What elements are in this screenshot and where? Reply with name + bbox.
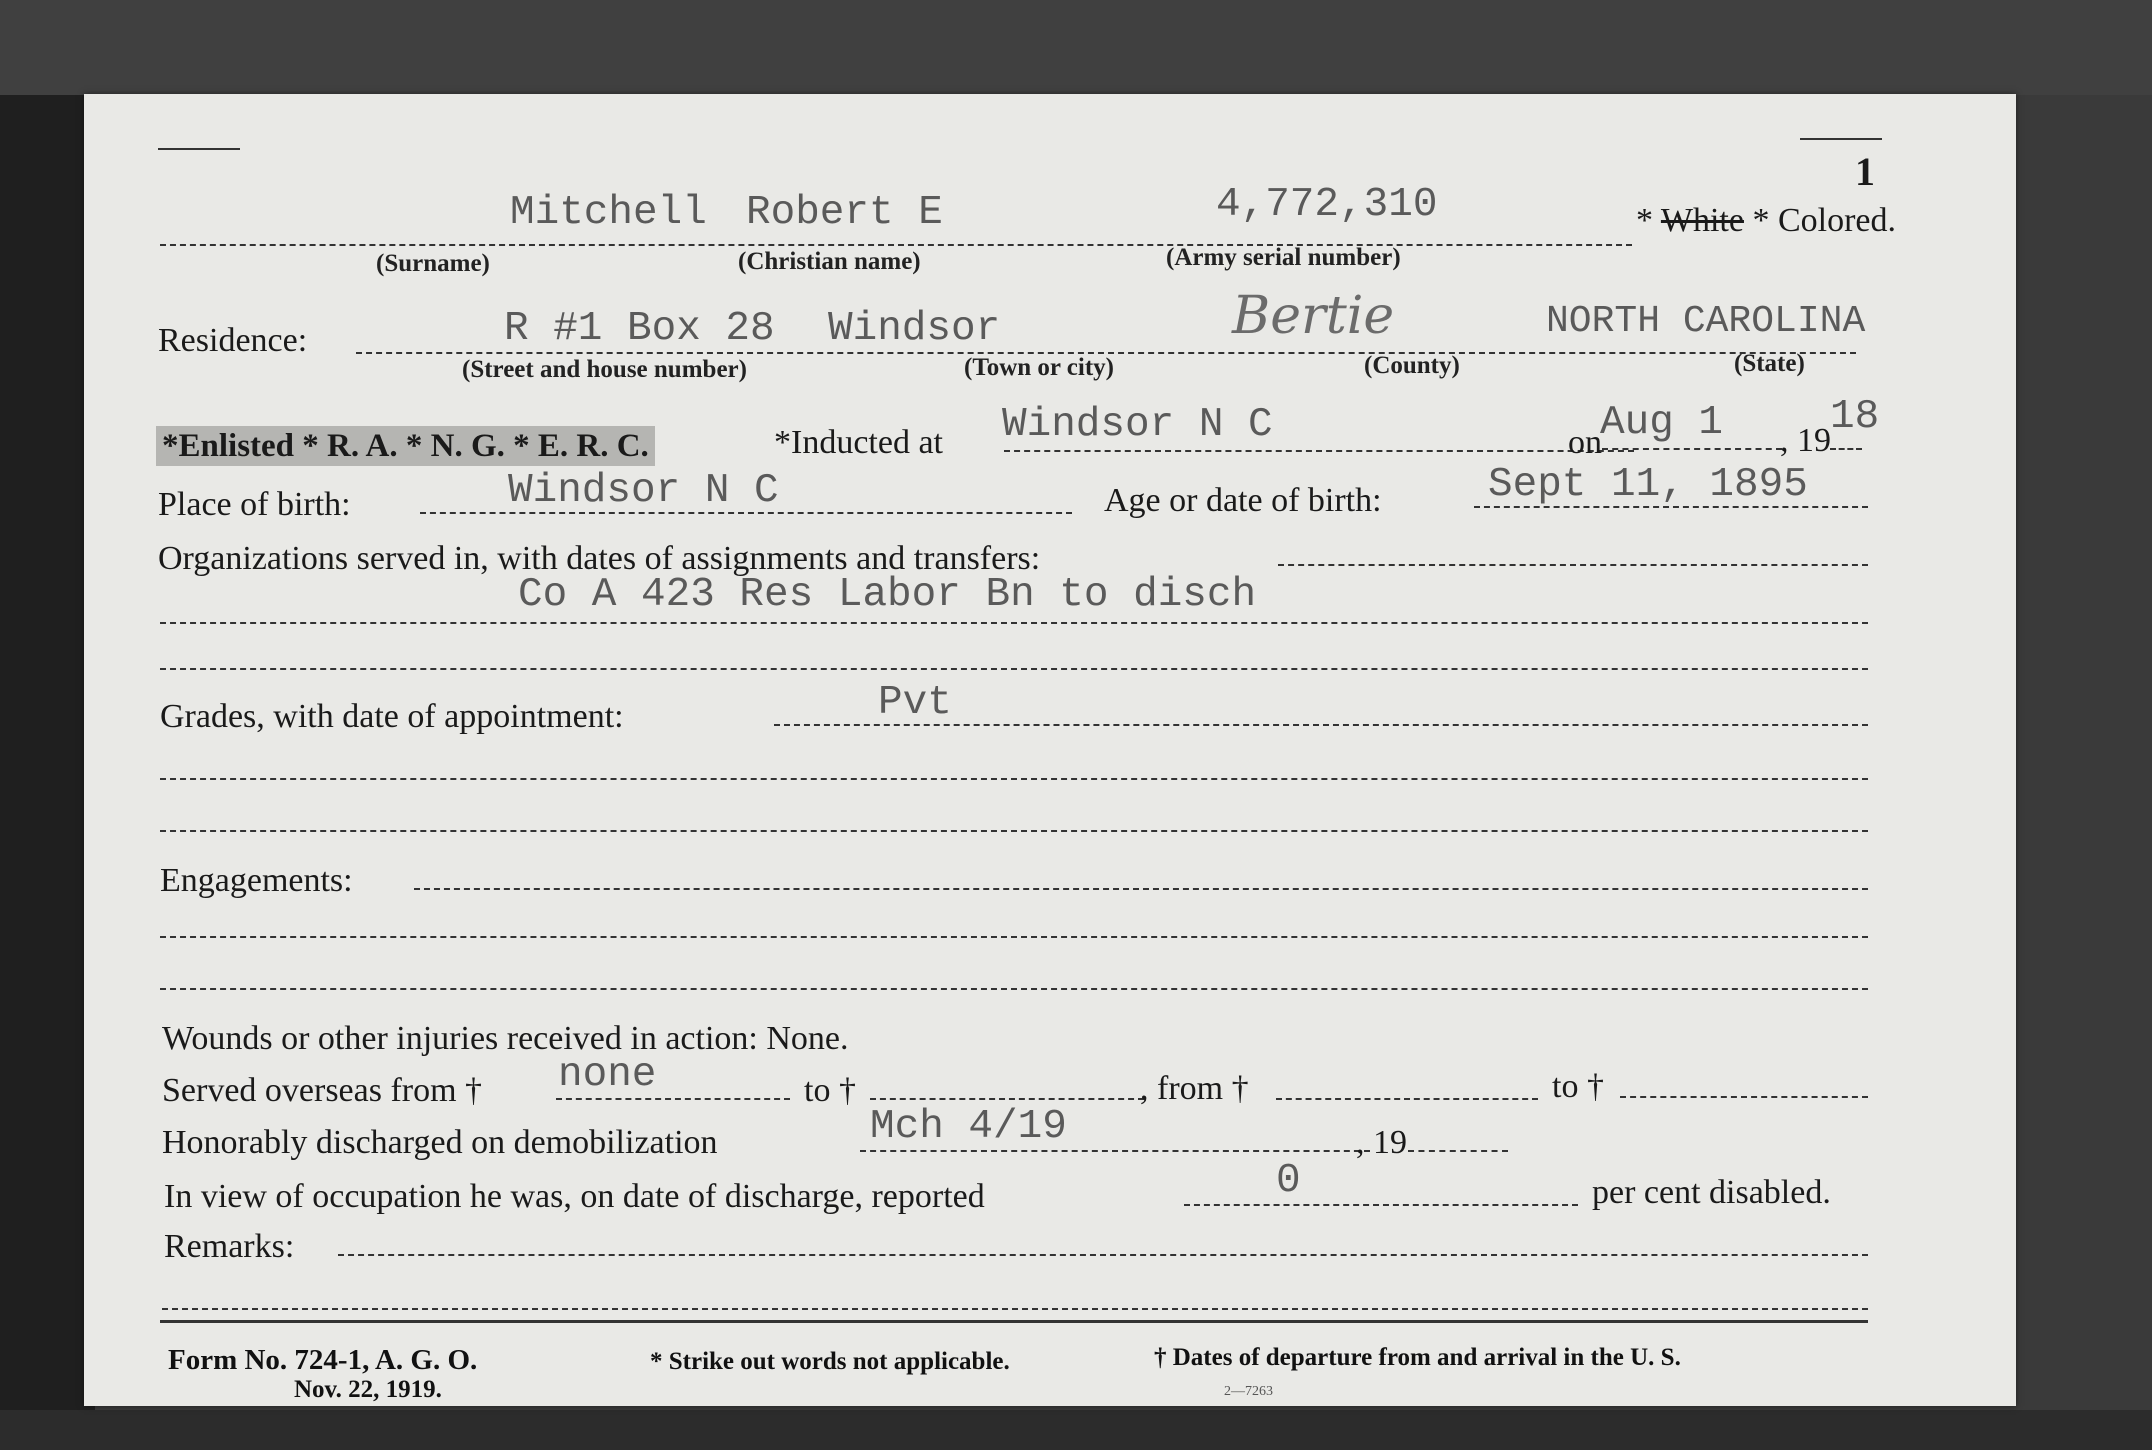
caption-town: (Town or city)	[964, 354, 1114, 381]
residence-label: Residence:	[158, 322, 308, 359]
overseas-to-line	[870, 1098, 1144, 1100]
overseas-to2-line	[1620, 1096, 1868, 1098]
grades-line-2	[160, 778, 1868, 780]
organizations-line-2	[160, 622, 1868, 624]
birth-date-line	[1474, 506, 1868, 508]
discharge-value: Mch 4/19	[870, 1104, 1067, 1150]
overseas-to2-label: to †	[1552, 1068, 1604, 1105]
organizations-value: Co A 423 Res Labor Bn to disch	[518, 572, 1257, 618]
card-number: 1	[1855, 149, 1875, 194]
caption-serial-number: (Army serial number)	[1166, 244, 1401, 271]
remarks-line-1	[338, 1254, 1868, 1256]
film-border-bottom	[0, 1410, 2152, 1450]
discharge-label: Honorably discharged on demobilization	[162, 1124, 718, 1161]
disability-suffix: per cent disabled.	[1592, 1174, 1831, 1211]
note-strike-out: * Strike out words not applicable.	[650, 1348, 1010, 1375]
enlisted-options: *Enlisted * R. A. * N. G. * E. R. C.	[156, 428, 655, 465]
residence-street-value: R #1 Box 28	[504, 306, 775, 352]
overseas-to-label: to †	[804, 1072, 856, 1109]
form-number: Form No. 724-1, A. G. O.	[168, 1344, 478, 1376]
top-left-rule	[158, 148, 240, 150]
remarks-line-2	[162, 1308, 1868, 1310]
caption-street: (Street and house number)	[462, 356, 747, 383]
footer-rule	[160, 1320, 1868, 1323]
film-border-left	[0, 0, 95, 1450]
discharge-year-prefix: , 19	[1356, 1124, 1407, 1161]
overseas-from2-label: , from †	[1140, 1070, 1249, 1107]
birth-place-value: Windsor N C	[508, 468, 779, 514]
print-code: 2—7263	[1224, 1384, 1273, 1399]
birth-date-label: Age or date of birth:	[1104, 482, 1382, 519]
grades-label: Grades, with date of appointment:	[160, 698, 624, 735]
race-field: * White * Colored.	[1636, 202, 1897, 239]
engagements-line-3	[160, 988, 1868, 990]
disability-label: In view of occupation he was, on date of discharge, reported	[164, 1178, 985, 1215]
residence-town-value: Windsor	[828, 306, 1001, 352]
organizations-line-1	[1278, 564, 1868, 566]
overseas-label: Served overseas from †	[162, 1072, 483, 1109]
christian-name-value: Robert E	[746, 190, 943, 236]
disability-line	[1184, 1204, 1578, 1206]
top-right-rule	[1800, 138, 1882, 140]
remarks-label: Remarks:	[164, 1228, 295, 1265]
birth-place-line	[420, 512, 1072, 514]
engagements-line-2	[160, 936, 1868, 938]
induction-date-line	[1602, 448, 1782, 450]
surname-value: Mitchell	[510, 190, 707, 236]
race-colored: * Colored.	[1752, 202, 1897, 239]
serial-number-value: 4,772,310	[1216, 182, 1438, 228]
discharge-year-line	[1408, 1150, 1508, 1152]
residence-county-value: Bertie	[1232, 286, 1395, 346]
grades-value: Pvt	[878, 680, 952, 726]
birth-date-value: Sept 11, 1895	[1488, 462, 1808, 508]
grades-line-1	[774, 724, 1868, 726]
discharge-line	[860, 1150, 1370, 1152]
birth-place-label: Place of birth:	[158, 486, 351, 523]
film-border-top	[0, 0, 2152, 95]
overseas-from-line	[556, 1098, 790, 1100]
inducted-place-value: Windsor N C	[1002, 402, 1273, 448]
organizations-label: Organizations served in, with dates of assignments and transfers:	[158, 540, 1041, 577]
inducted-label: *Inducted at	[774, 424, 943, 461]
caption-surname: (Surname)	[376, 250, 490, 277]
service-record-card	[84, 94, 2016, 1406]
induction-year-prefix: , 19	[1780, 422, 1831, 459]
note-dates: † Dates of departure from and arrival in the U. S.	[1154, 1344, 1681, 1371]
induction-date-value: Aug 1	[1600, 400, 1724, 446]
inducted-line	[1004, 450, 1634, 452]
induction-year-line	[1830, 448, 1862, 450]
disability-value: 0	[1276, 1158, 1301, 1204]
engagements-label: Engagements:	[160, 862, 353, 899]
caption-county: (County)	[1364, 352, 1460, 379]
organizations-line-3	[160, 668, 1868, 670]
engagements-line-1	[414, 888, 1868, 890]
grades-line-3	[160, 830, 1868, 832]
overseas-from-value: none	[558, 1052, 657, 1098]
caption-state: (State)	[1734, 350, 1805, 377]
caption-christian-name: (Christian name)	[738, 248, 921, 275]
name-line	[160, 244, 1632, 246]
race-white-struck: White	[1660, 202, 1744, 239]
on-label: on	[1568, 424, 1602, 461]
overseas-from2-line	[1276, 1098, 1538, 1100]
form-date: Nov. 22, 1919.	[294, 1376, 442, 1403]
wounds-label: Wounds or other injuries received in action: None.	[162, 1020, 849, 1057]
residence-state-value: NORTH CAROLINA	[1546, 300, 1866, 343]
induction-year-value: 18	[1830, 394, 1880, 440]
